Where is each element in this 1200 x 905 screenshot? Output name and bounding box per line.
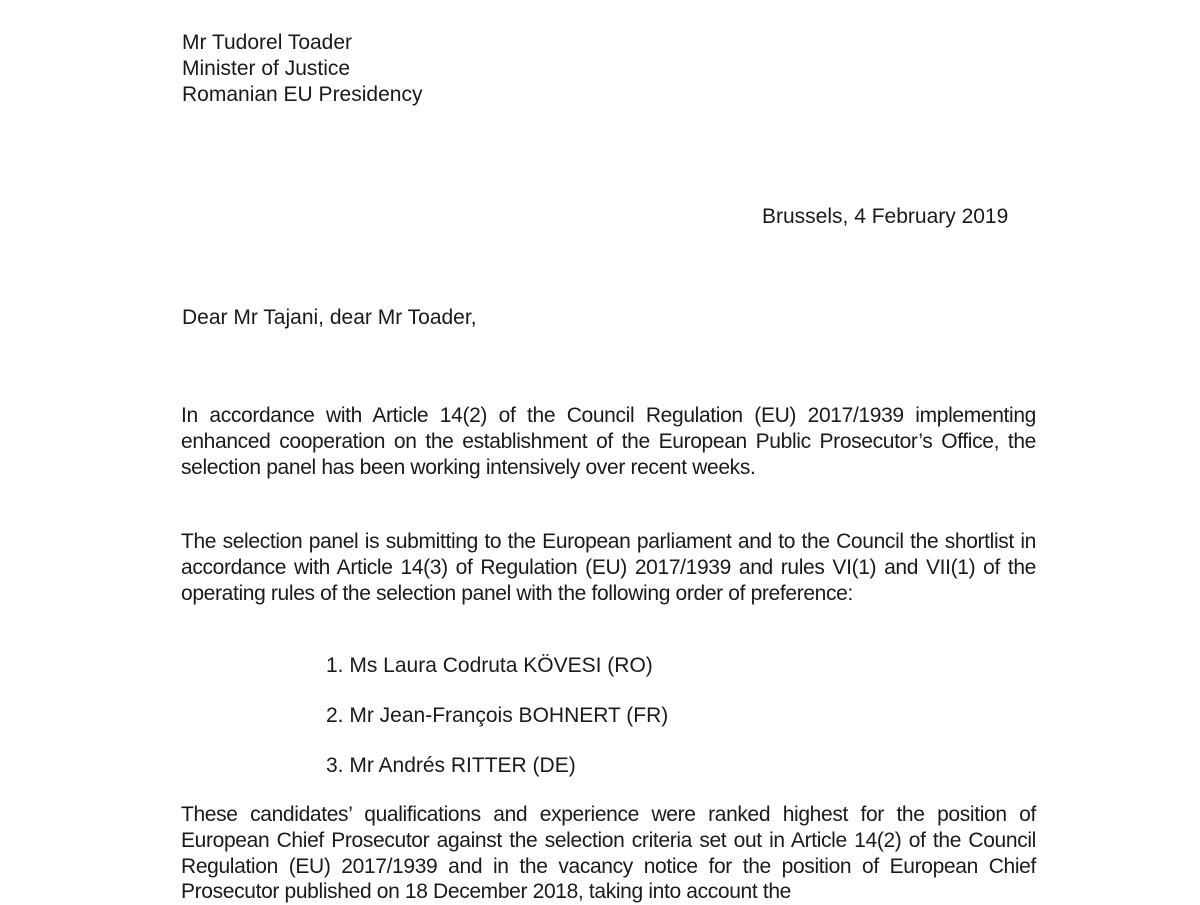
shortlist — [326, 653, 668, 803]
shortlist-item: 2. Mr Jean-François BOHNERT (FR) — [326, 704, 669, 727]
shortlist-item: 3. Mr Andrés RITTER (DE) — [326, 754, 576, 777]
addressee-organisation: Romanian EU Presidency — [182, 83, 423, 106]
addressee-title: Minister of Justice — [182, 57, 351, 80]
addressee-block — [182, 30, 422, 108]
paragraph-qualifications: These candidates’ qualifications and experience were ranked highest for the position of European Chief Prosecutor against the selection criteria set out in Article 14(2) of the Council Regulation (EU) 2017/1939 and in the vacancy notice for the position of European Chief Prosecutor published on 18 December 2018, taking into account the — [181, 803, 1036, 904]
paragraph-intro: In accordance with Article 14(2) of the Council Regulation (EU) 2017/1939 implementing enhanced cooperation on the establishment of the European Public Prosecutor’s Office, the selection panel has been working intensively over recent weeks. — [181, 404, 1036, 479]
place-date: Brussels, 4 February 2019 — [762, 205, 1009, 228]
addressee-name: Mr Tudorel Toader — [182, 31, 353, 54]
paragraph-shortlist: The selection panel is submitting to the European parliament and to the Council the shortlist in accordance with Article 14(3) of Regulation (EU) 2017/1939 and rules VI(1) and VII(1) of the operating rules of the selection panel with the following order of preference: — [181, 530, 1036, 605]
salutation: Dear Mr Tajani, dear Mr Toader, — [182, 306, 477, 329]
shortlist-item: 1. Ms Laura Codruta KÖVESI (RO) — [326, 654, 653, 677]
